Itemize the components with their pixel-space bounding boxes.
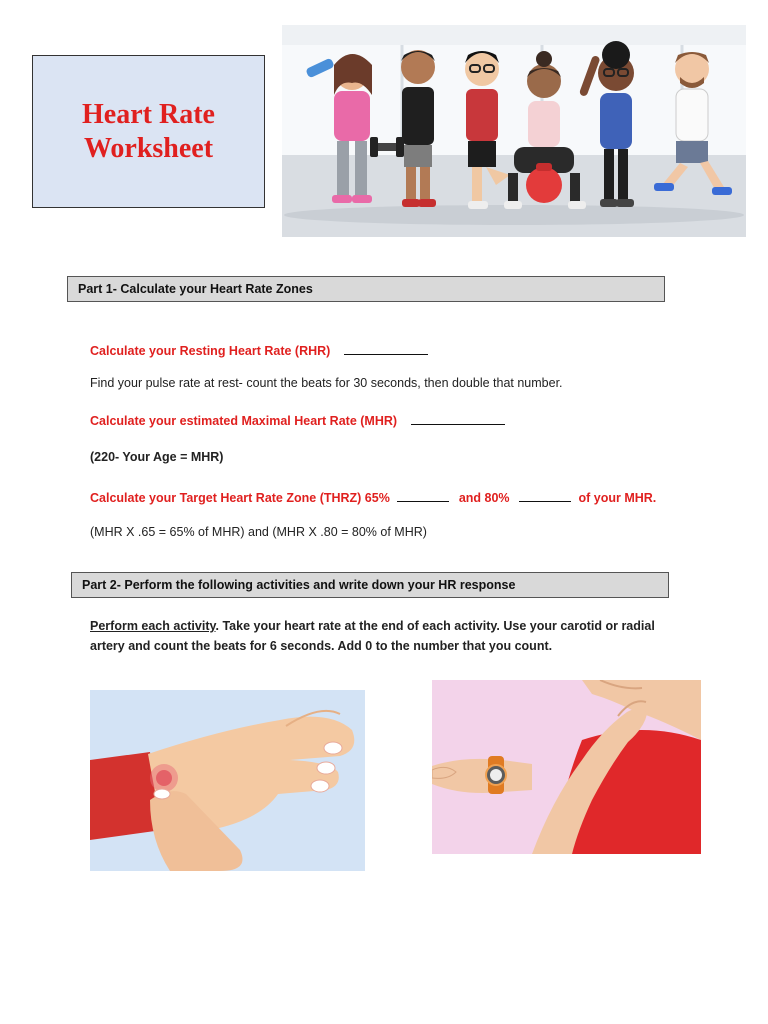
part2-body: . Take your heart rate at the end of each activity. Use your carotid or radial artery and count the beats for 6 seconds. Add 0 to the number that you count.	[90, 619, 655, 653]
thrz-formula: (MHR X .65 = 65% of MHR) and (MHR X .80 = 80% of MHR)	[90, 525, 427, 539]
mhr-answer-blank[interactable]	[411, 412, 505, 425]
part1-heading: Part 1- Calculate your Heart Rate Zones	[67, 276, 665, 302]
radial-pulse-illustration	[90, 690, 365, 871]
rhr-instruction: Find your pulse rate at rest- count the beats for 30 seconds, then double that number.	[90, 376, 563, 390]
thrz-end: of your MHR.	[578, 491, 657, 505]
thrz-label: Calculate your Target Heart Rate Zone (THRZ) 65%	[90, 491, 390, 505]
mhr-label: Calculate your estimated Maximal Heart Rate (MHR)	[90, 414, 398, 428]
part2-instructions	[90, 616, 660, 656]
rhr-row	[90, 342, 428, 358]
mhr-row	[90, 412, 505, 428]
mhr-formula: (220- Your Age = MHR)	[90, 450, 224, 464]
thrz-and: and 80%	[458, 491, 510, 505]
part2-heading: Part 2- Perform the following activities and write down your HR response	[71, 572, 669, 598]
thrz-65-blank[interactable]	[397, 489, 449, 502]
thrz-80-blank[interactable]	[519, 489, 571, 502]
title-line-1: Heart Rate	[82, 98, 215, 130]
title-line-2: Worksheet	[83, 132, 214, 164]
thrz-row	[90, 489, 656, 505]
rhr-answer-blank[interactable]	[344, 342, 428, 355]
title-box	[32, 55, 265, 208]
group-exercise-illustration	[282, 25, 746, 237]
part2-lead: Perform each activity	[90, 619, 216, 633]
rhr-label: Calculate your Resting Heart Rate (RHR)	[90, 344, 331, 358]
carotid-pulse-illustration	[432, 680, 701, 854]
